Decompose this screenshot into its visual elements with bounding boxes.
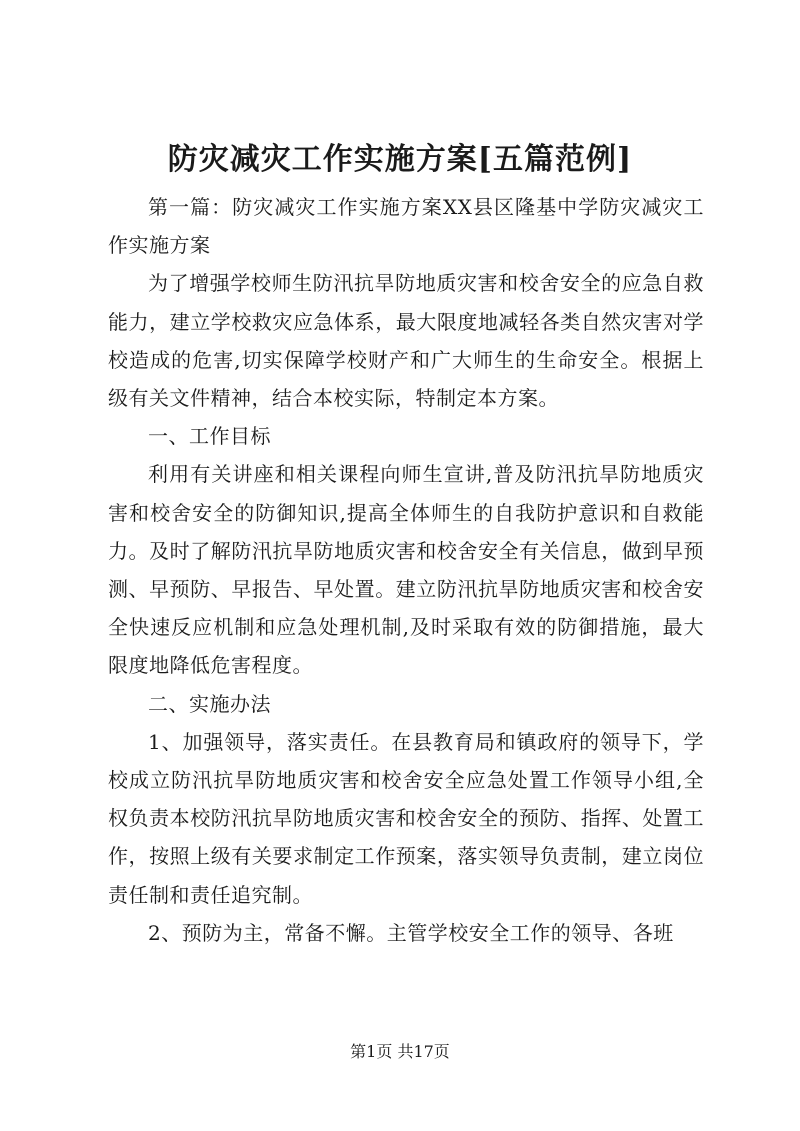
page-number-footer: 第1页 共17页 xyxy=(350,1042,450,1061)
paragraph-intro: 为了增强学校师生防汛抗旱防地质灾害和校舍安全的应急自救能力，建立学校救灾应急体系，最大限度地减轻各类自然灾害对学校造成的危害,切实保障学校财产和广大师生的生命安全。根据上级有关文件精神，结合本校实际，特制定本方案。 xyxy=(108,271,704,411)
paragraph-heading-first: 第一篇：防灾减灾工作实施方案XX县区隆基中学防灾减灾工作实施方案 xyxy=(108,195,704,258)
document-body xyxy=(108,188,704,952)
paragraph-method-2: 2、预防为主，常备不懈。主管学校安全工作的领导、各班 xyxy=(148,920,674,945)
section-heading-goals: 一、工作目标 xyxy=(148,424,271,449)
section-heading-methods: 二、实施办法 xyxy=(148,691,271,716)
document-title: 防灾减灾工作实施方案[五篇范例] xyxy=(167,142,633,177)
paragraph-method-1: 1、加强领导，落实责任。在县教育局和镇政府的领导下，学校成立防汛抗旱防地质灾害和校舍安全应急处置工作领导小组,全权负责本校防汛抗旱防地质灾害和校舍安全的预防、指挥、处置工作，按照上级有关要求制定工作预案，落实领导负责制，建立岗位责任制和责任追究制。 xyxy=(108,729,704,907)
paragraph-goals: 利用有关讲座和相关课程向师生宣讲,普及防汛抗旱防地质灾害和校舍安全的防御知识,提高全体师生的自我防护意识和自救能力。及时了解防汛抗旱防地质灾害和校舍安全有关信息，做到早预测、早预防、早报告、早处置。建立防汛抗旱防地质灾害和校舍安全快速反应机制和应急处理机制,及时采取有效的防御措施，最大限度地降低危害程度。 xyxy=(108,462,704,678)
